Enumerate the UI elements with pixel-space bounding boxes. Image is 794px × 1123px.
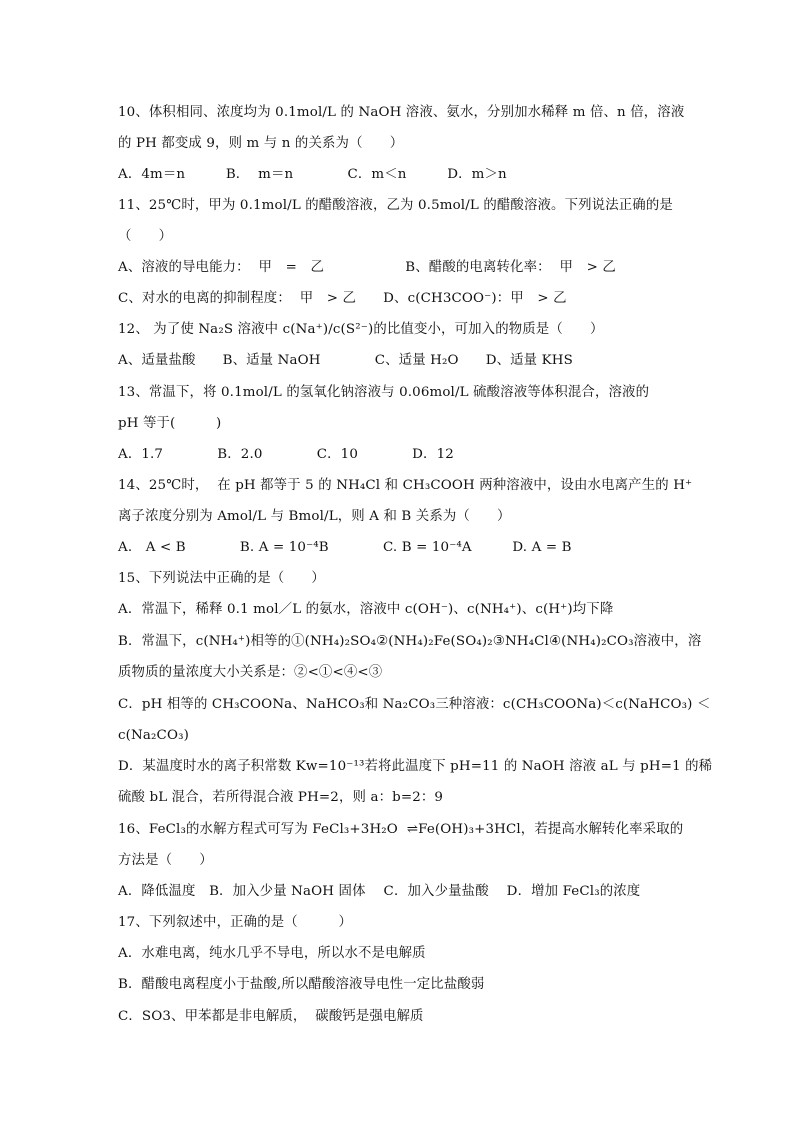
q12-line-1: 12、 为了使 Na₂S 溶液中 c(Na⁺)/c(S²⁻)的比值变小，可加入的物质是（ ） xyxy=(118,322,604,337)
q15-option-b-2: 质物质的量浓度大小关系是：②<①<④<③ xyxy=(118,665,383,680)
q11-line-1: 11、25℃时，甲为 0.1mol/L 的醋酸溶液，乙为 0.5mol/L 的醋酸溶液。下列说法正确的是 xyxy=(118,198,673,213)
q11-options-ab: A、溶液的导电能力： 甲 = 乙 B、醋酸的电离转化率： 甲 > 乙 xyxy=(118,260,616,275)
q16-options: A．降低温度 B．加入少量 NaOH 固体 C．加入少量盐酸 D．增加 FeCl₃的浓度 xyxy=(118,884,641,899)
q17-option-a: A．水难电离，纯水几乎不导电，所以水不是电解质 xyxy=(118,946,426,961)
q13-line-2: pH 等于( ) xyxy=(118,416,222,431)
q15-option-d-1: D．某温度时水的离子积常数 Kw=10⁻¹³若将此温度下 pH=11 的 NaOH 溶液 aL 与 pH=1 的稀 xyxy=(118,759,713,774)
q13-line-1: 13、常温下，将 0.1mol/L 的氢氧化钠溶液与 0.06mol/L 硫酸溶液等体积混合，溶液的 xyxy=(118,385,650,400)
q16-line-2: 方法是（ ） xyxy=(118,853,213,868)
q17-option-c: C．SO3、甲苯都是非电解质， 碳酸钙是强电解质 xyxy=(118,1009,424,1024)
q14-options: A. A < B B. A = 10⁻⁴B C. B = 10⁻⁴A D. A = B xyxy=(118,540,572,555)
q10-line-2: 的 PH 都变成 9，则 m 与 n 的关系为（ ） xyxy=(118,136,404,151)
q15-option-c-1: C．pH 相等的 CH₃COONa、NaHCO₃和 Na₂CO₃三种溶液：c(CH₃COONa)＜c(NaHCO₃) ＜ xyxy=(118,697,711,712)
q13-options: A．1.7 B．2.0 C．10 D．12 xyxy=(118,447,454,462)
q10-line-1: 10、体积相同、浓度均为 0.1mol/L 的 NaOH 溶液、氨水，分别加水稀释 m 倍、n 倍，溶液 xyxy=(118,105,685,120)
q10-options: A．4m＝n B． m＝n C．m＜n D．m＞n xyxy=(118,167,507,182)
q12-options: A、适量盐酸 B、适量 NaOH C、适量 H₂O D、适量 KHS xyxy=(118,353,573,368)
q14-line-1: 14、25℃时， 在 pH 都等于 5 的 NH₄Cl 和 CH₃COOH 两种溶液中，设由水电离产生的 H⁺ xyxy=(118,478,693,493)
q11-line-2: （ ） xyxy=(118,229,173,244)
q11-options-cd: C、对水的电离的抑制程度： 甲 > 乙 D、c(CH3COO⁻)：甲 > 乙 xyxy=(118,291,567,306)
q14-line-2: 离子浓度分别为 Amol/L 与 Bmol/L，则 A 和 B 关系为（ ） xyxy=(118,509,511,524)
q15-line-1: 15、下列说法中正确的是（ ） xyxy=(118,571,325,586)
q17-line-1: 17、下列叙述中，正确的是（ ） xyxy=(118,915,352,930)
q15-option-d-2: 硫酸 bL 混合，若所得混合液 PH=2，则 a：b=2：9 xyxy=(118,790,444,805)
q15-option-c-2: c(Na₂CO₃) xyxy=(118,728,189,743)
q17-option-b: B．醋酸电离程度小于盐酸,所以醋酸溶液导电性一定比盐酸弱 xyxy=(118,977,485,992)
q16-line-1: 16、FeCl₃的水解方程式可写为 FeCl₃+3H₂O ⇌Fe(OH)₃+3HCl，若提高水解转化率采取的 xyxy=(118,822,684,837)
q15-option-b-1: B．常温下，c(NH₄⁺)相等的①(NH₄)₂SO₄②(NH₄)₂Fe(SO₄)₂③NH₄Cl④(NH₄)₂CO₃溶液中，溶 xyxy=(118,634,702,649)
q15-option-a: A．常温下，稀释 0.1 mol／L 的氨水，溶液中 c(OH⁻)、c(NH₄⁺)、c(H⁺)均下降 xyxy=(118,602,614,617)
